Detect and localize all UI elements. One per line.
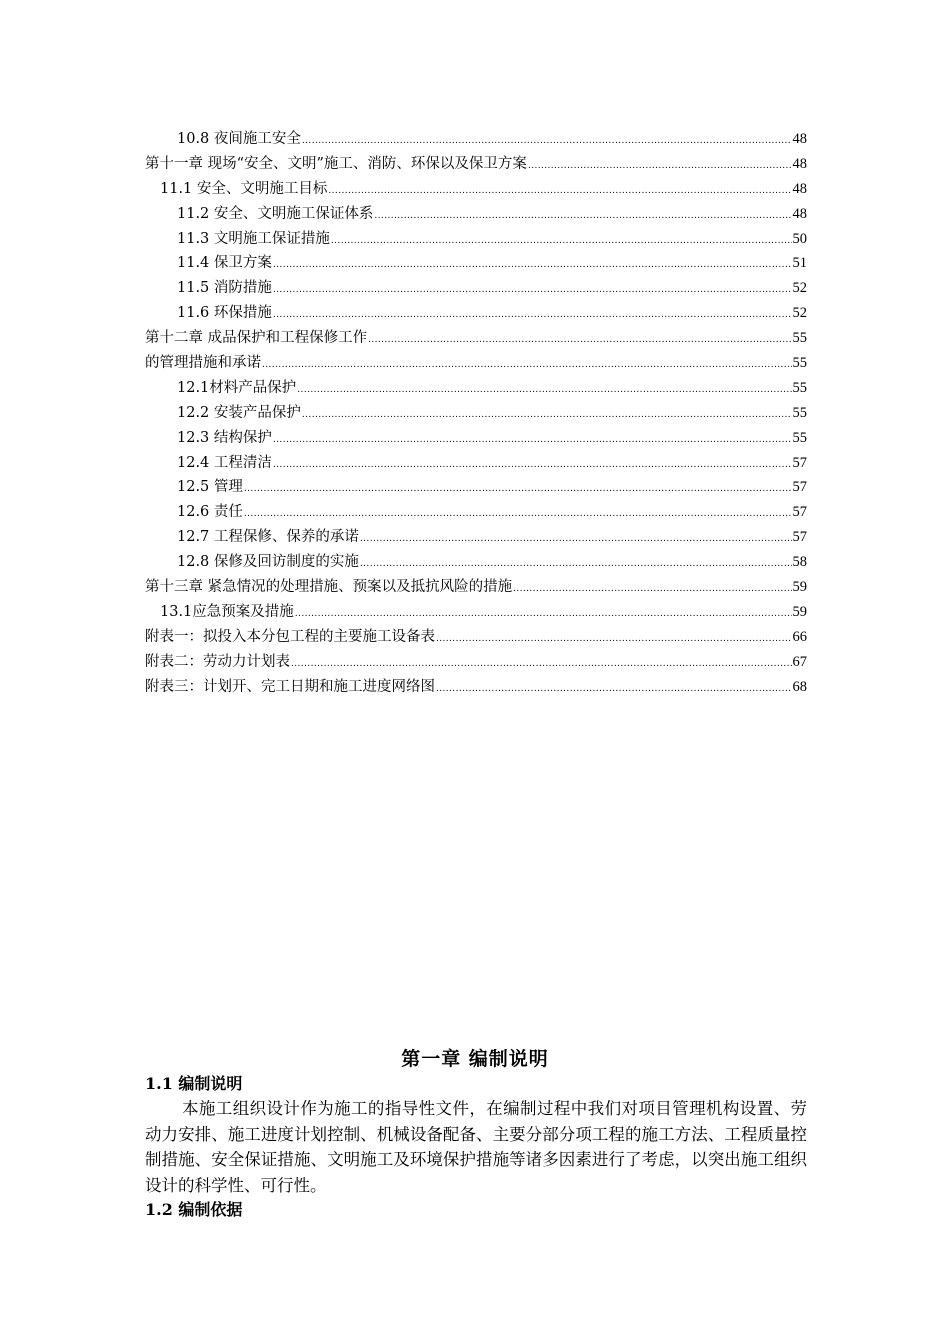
toc-dot-leader bbox=[273, 278, 792, 303]
toc-entry-title: 11.1 安全、文明施工目标 bbox=[160, 180, 328, 197]
toc-entry[interactable] bbox=[145, 127, 807, 152]
toc-dot-leader bbox=[328, 179, 791, 204]
toc-entry[interactable] bbox=[145, 376, 807, 401]
toc-dot-leader bbox=[291, 652, 792, 677]
toc-dot-leader bbox=[273, 303, 792, 328]
toc-entry[interactable] bbox=[145, 177, 807, 202]
toc-entry-title: 11.4 保卫方案 bbox=[177, 255, 272, 272]
toc-entry-title: 11.6 环保措施 bbox=[177, 305, 272, 322]
toc-entry-title: 附表二：劳动力计划表 bbox=[145, 653, 290, 670]
toc-dot-leader bbox=[528, 154, 792, 179]
toc-entry-title: 12.8 保修及回访制度的实施 bbox=[177, 554, 359, 571]
toc-entry-page-number: 68 bbox=[792, 678, 807, 695]
toc-entry[interactable] bbox=[145, 401, 807, 426]
toc-entry-page-number: 57 bbox=[792, 529, 807, 546]
toc-dot-leader bbox=[297, 378, 791, 403]
toc-entry-page-number: 50 bbox=[792, 230, 807, 247]
toc-dot-leader bbox=[368, 328, 791, 353]
toc-dot-leader bbox=[513, 577, 791, 602]
toc-entry-page-number: 55 bbox=[792, 404, 807, 421]
toc-entry-title: 12.4 工程清洁 bbox=[177, 454, 272, 471]
toc-dot-leader bbox=[273, 453, 792, 478]
section-heading-1-2: 1.2 编制依据 bbox=[145, 1200, 243, 1219]
toc-entry-page-number: 48 bbox=[792, 180, 807, 197]
toc-entry-title: 10.8 夜间施工安全 bbox=[177, 131, 301, 147]
toc-dot-leader bbox=[302, 129, 792, 154]
toc-dot-leader bbox=[273, 428, 792, 453]
toc-dot-leader bbox=[360, 552, 792, 577]
toc-entry-page-number: 55 bbox=[792, 429, 807, 446]
toc-entry[interactable] bbox=[145, 575, 807, 600]
chapter-title: 第一章 编制说明 bbox=[401, 1048, 549, 1070]
toc-entry-page-number: 52 bbox=[792, 280, 807, 297]
toc-dot-leader bbox=[436, 627, 792, 652]
toc-entry-title: 12.1材料产品保护 bbox=[177, 379, 297, 396]
toc-entry-title: 附表三：计划开、完工日期和施工进度网络图 bbox=[145, 678, 435, 695]
toc-dot-leader bbox=[295, 602, 792, 627]
toc-entry[interactable] bbox=[145, 675, 807, 700]
toc-dot-leader bbox=[244, 477, 792, 502]
toc-entry-page-number: 59 bbox=[792, 603, 807, 620]
section-body-paragraph: 本施工组织设计作为施工的指导性文件，在编制过程中我们对项目管理机构设置、劳动力安排、施工进度计划控制、机械设备配备、主要分部分项工程的施工方法、工程质量控制措施、安全保证措施、文明施工及环境保护措施等诸多因素进行了考虑，以突出施工组织设计的科学性、可行性。 bbox=[145, 1099, 807, 1195]
toc-entry-page-number: 52 bbox=[792, 305, 807, 322]
toc-entry-page-number: 66 bbox=[792, 628, 807, 645]
toc-entry-title: 12.7 工程保修、保养的承诺 bbox=[177, 529, 359, 546]
toc-entry[interactable] bbox=[145, 202, 807, 227]
toc-entry-title: 13.1应急预案及措施 bbox=[160, 603, 294, 620]
toc-entry[interactable] bbox=[145, 227, 807, 252]
toc-entry-page-number: 57 bbox=[792, 504, 807, 521]
toc-entry-title: 12.6 责任 bbox=[177, 504, 243, 521]
toc-dot-leader bbox=[331, 229, 792, 254]
toc-dot-leader bbox=[244, 502, 792, 527]
toc-entry-title: 的管理措施和承诺 bbox=[145, 355, 261, 372]
toc-entry[interactable] bbox=[145, 276, 807, 301]
toc-entry-title: 11.5 消防措施 bbox=[177, 280, 272, 297]
toc-entry-page-number: 57 bbox=[792, 479, 807, 496]
toc-entry-page-number: 57 bbox=[792, 454, 807, 471]
toc-entry[interactable] bbox=[145, 152, 807, 177]
toc-entry[interactable] bbox=[145, 301, 807, 326]
toc-entry[interactable] bbox=[145, 650, 807, 675]
toc-entry-page-number: 55 bbox=[792, 355, 807, 372]
toc-entry[interactable] bbox=[145, 251, 807, 276]
toc-entry-page-number: 48 bbox=[792, 155, 807, 172]
toc-dot-leader bbox=[374, 204, 791, 229]
toc-dot-leader bbox=[302, 403, 792, 428]
toc-entry-page-number: 48 bbox=[792, 205, 807, 222]
toc-entry-title: 第十二章 成品保护和工程保修工作 bbox=[145, 330, 368, 347]
toc-entry[interactable] bbox=[145, 500, 807, 525]
toc-entry[interactable] bbox=[145, 600, 807, 625]
section-heading-1-1: 1.1 编制说明 bbox=[145, 1074, 243, 1093]
toc-entry[interactable] bbox=[145, 451, 807, 476]
toc-entry-title: 12.5 管理 bbox=[177, 479, 243, 496]
toc-entry-title: 12.3 结构保护 bbox=[177, 429, 272, 446]
toc-entry-title: 11.3 文明施工保证措施 bbox=[177, 230, 330, 247]
toc-dot-leader bbox=[436, 677, 792, 702]
table-of-contents bbox=[145, 127, 807, 699]
toc-dot-leader bbox=[360, 527, 792, 552]
toc-entry[interactable] bbox=[145, 475, 807, 500]
toc-dot-leader bbox=[273, 253, 792, 278]
toc-entry-title: 第十三章 紧急情况的处理措施、预案以及抵抗风险的措施 bbox=[145, 579, 513, 596]
toc-entry-title: 第十一章 现场“安全、文明”施工、消防、环保以及保卫方案 bbox=[145, 155, 527, 172]
toc-entry-page-number: 67 bbox=[792, 653, 807, 670]
toc-entry-page-number: 51 bbox=[792, 255, 807, 272]
toc-entry-page-number: 58 bbox=[792, 554, 807, 571]
toc-entry-page-number: 59 bbox=[792, 579, 807, 596]
toc-entry-page-number: 55 bbox=[792, 330, 807, 347]
toc-entry[interactable] bbox=[145, 426, 807, 451]
toc-entry[interactable] bbox=[145, 351, 807, 376]
toc-entry[interactable] bbox=[145, 625, 807, 650]
toc-entry[interactable] bbox=[145, 326, 807, 351]
toc-entry-title: 附表一：拟投入本分包工程的主要施工设备表 bbox=[145, 628, 435, 645]
toc-entry[interactable] bbox=[145, 525, 807, 550]
toc-dot-leader bbox=[262, 353, 792, 378]
toc-entry-page-number: 55 bbox=[792, 379, 807, 396]
toc-entry-title: 12.2 安装产品保护 bbox=[177, 404, 301, 421]
toc-entry-title: 11.2 安全、文明施工保证体系 bbox=[177, 205, 374, 222]
toc-entry[interactable] bbox=[145, 550, 807, 575]
toc-entry-page-number: 48 bbox=[792, 131, 807, 147]
